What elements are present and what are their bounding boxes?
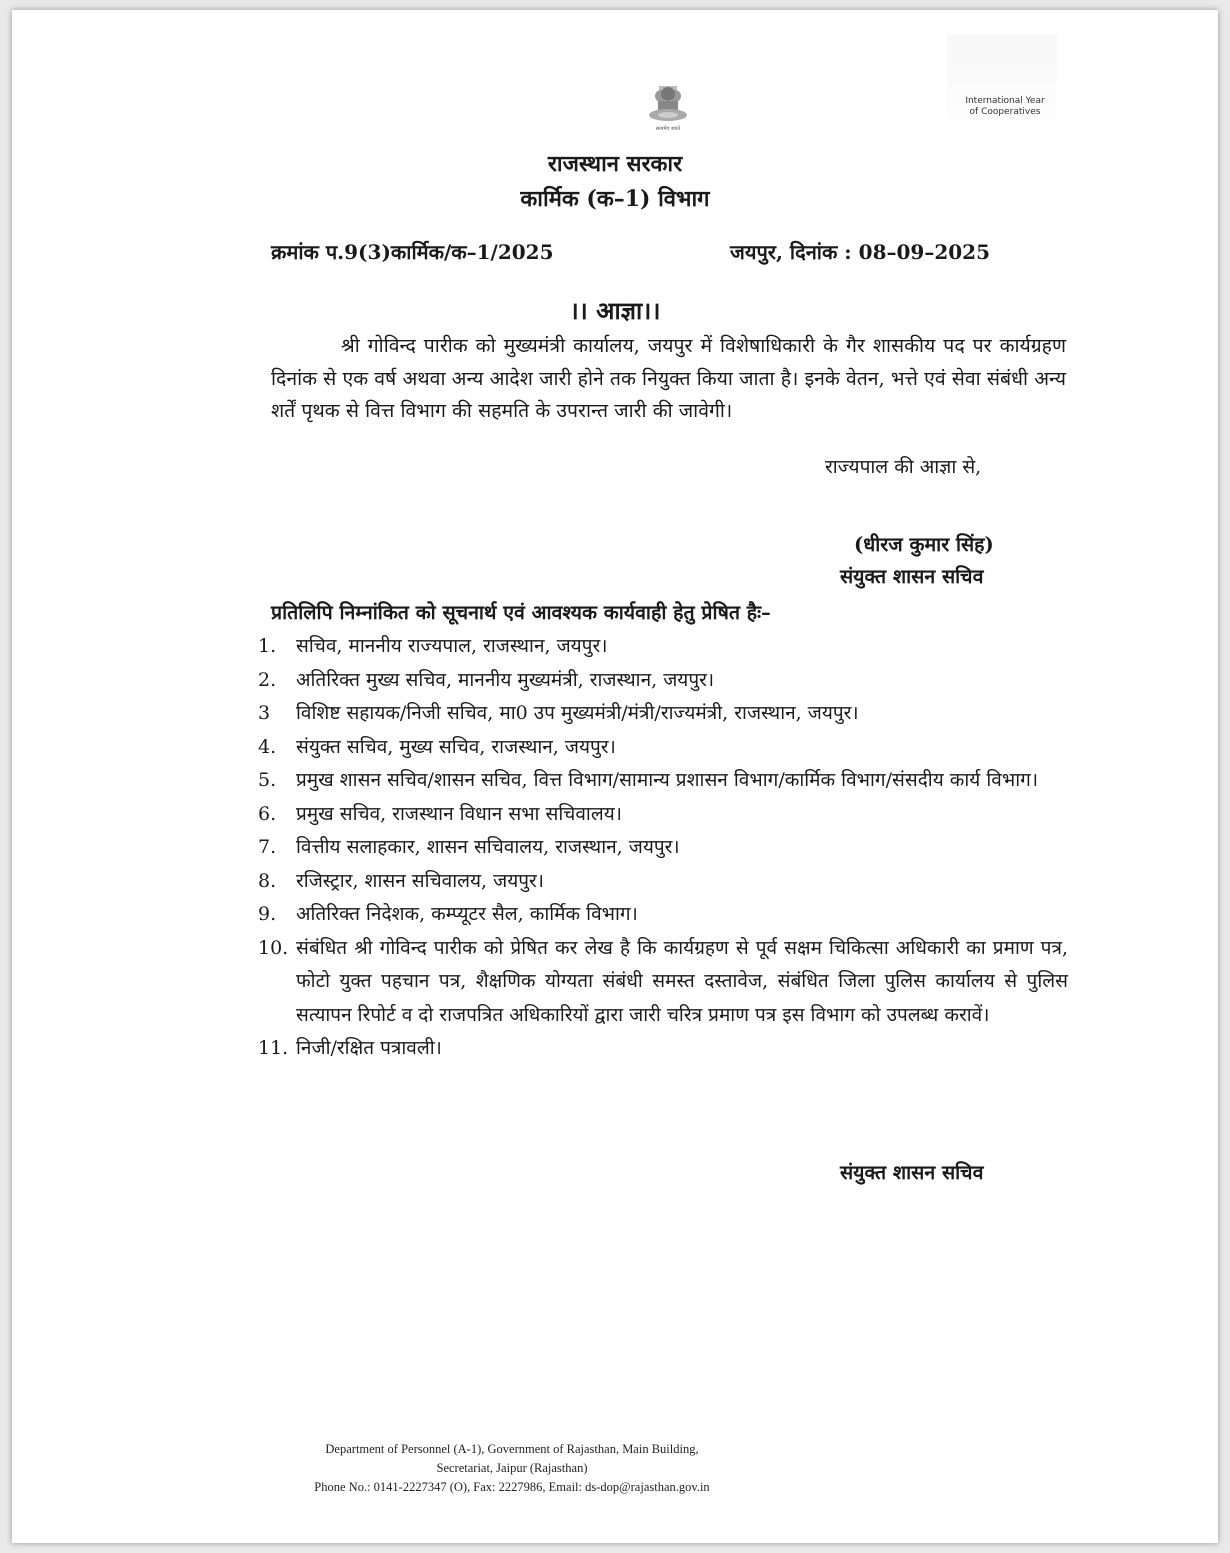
list-item-text: संयुक्त सचिव, मुख्य सचिव, राजस्थान, जयपुर।: [296, 735, 616, 758]
footer-line-1: Department of Personnel (A-1), Government of Rajasthan, Main Building,: [325, 1442, 699, 1456]
list-item: [258, 630, 1068, 664]
document-page: [12, 10, 1218, 1543]
list-item-number: 1.: [258, 635, 277, 657]
list-item-text: प्रमुख सचिव, राजस्थान विधान सभा सचिवालय।: [296, 802, 622, 825]
list-item: [258, 831, 1068, 865]
emblem-caption: सत्यमेव जयते: [655, 126, 681, 132]
list-item: [258, 932, 1068, 1033]
list-item-text: विशिष्ट सहायक/निजी सचिव, मा0 उप मुख्यमंत्री/मंत्री/राज्यमंत्री, राजस्थान, जयपुर।: [296, 702, 859, 724]
list-item: [258, 731, 1068, 765]
iyc-line-1: International Year: [965, 96, 1045, 106]
list-item-number: 9.: [258, 903, 277, 925]
signatory-name: (धीरज कुमार सिंह): [854, 533, 994, 556]
footer-line-2: Secretariat, Jaipur (Rajasthan): [436, 1461, 588, 1475]
copy-to-heading: प्रतिलिपि निम्नांकित को सूचनार्थ एवं आवश्यक कार्यवाही हेतु प्रेषित हैः–: [271, 601, 771, 624]
list-item-number: 8.: [258, 869, 277, 892]
list-item: [258, 1032, 1068, 1066]
order-body: श्री गोविन्द पारीक को मुख्यमंत्री कार्यालय, जयपुर में विशेषाधिकारी के गैर शासकीय पद पर कार्यग्रहण दिनांक से एक वर्ष अथवा अन्य आदेश जारी होने तक नियुक्त किया जाता है। इनके वेतन, भत्ते एवं सेवा संबंधी अन्य शर्तें पृथक से वित्त विभाग की सहमति के उपरान्त जारी की जावेगी।: [271, 334, 1066, 422]
list-item-number: 3: [258, 702, 271, 724]
list-item-number: 6.: [258, 802, 277, 825]
footer-address: [252, 1440, 772, 1497]
order-heading: ।। आज्ञा।।: [569, 296, 661, 325]
department-title: कार्मिक (क–1) विभाग: [520, 186, 710, 212]
list-item-text: वित्तीय सलाहकार, शासन सचिवालय, राजस्थान, जयपुर।: [296, 836, 680, 858]
list-item-text: अतिरिक्त मुख्य सचिव, माननीय मुख्यमंत्री, राजस्थान, जयपुर।: [296, 668, 715, 691]
list-item-number: 2.: [258, 668, 277, 691]
list-item-number: 7.: [258, 836, 277, 858]
list-item-number: 5.: [258, 769, 277, 791]
list-item: [258, 764, 1068, 798]
list-item: [258, 798, 1068, 832]
list-item-text: अतिरिक्त निदेशक, कम्प्यूटर सैल, कार्मिक विभाग।: [296, 903, 638, 925]
order-number: क्रमांक प.9(3)कार्मिक/क–1/2025: [271, 240, 554, 264]
list-item: [258, 865, 1068, 899]
list-item-text: रजिस्ट्रार, शासन सचिवालय, जयपुर।: [296, 869, 544, 892]
list-item-text: संबंधित श्री गोविन्द पारीक को प्रेषित कर लेख है कि कार्यग्रहण से पूर्व सक्षम चिकित्सा अधिकारी का प्रमाण पत्र, फोटो युक्त पहचान पत्र, शैक्षणिक योग्यता संबंधी समस्त दस्तावेज, संबंधित जिला पुलिस कार्यालय से पुलिस सत्यापन रिपोर्ट व दो राजपत्रित अधिकारियों द्वारा जारी चरित्र प्रमाण पत्र इस विभाग को उपलब्ध करावें।: [296, 936, 1068, 1026]
list-item: [258, 697, 1068, 731]
order-date: जयपुर, दिनांक : 08–09–2025: [730, 240, 990, 264]
list-item-text: प्रमुख शासन सचिव/शासन सचिव, वित्त विभाग/सामान्य प्रशासन विभाग/कार्मिक विभाग/संसदीय कार्य विभाग।: [296, 769, 1039, 791]
final-designation: संयुक्त शासन सचिव: [840, 1161, 984, 1184]
iyc-line-2: of Cooperatives: [969, 107, 1041, 117]
government-title: राजस्थान सरकार: [547, 151, 683, 177]
by-order-of-governor: राज्यपाल की आज्ञा से,: [825, 456, 982, 478]
list-item-number: 10.: [258, 936, 289, 959]
copy-to-list: [258, 630, 1068, 1066]
list-item-number: 11.: [258, 1037, 289, 1059]
list-item-text: निजी/रक्षित पत्रावली।: [296, 1037, 442, 1059]
list-item-text: सचिव, माननीय राज्यपाल, राजस्थान, जयपुर।: [296, 635, 608, 657]
list-item-number: 4.: [258, 735, 277, 758]
list-item: [258, 664, 1068, 698]
signatory-designation: संयुक्त शासन सचिव: [840, 565, 984, 588]
list-item: [258, 898, 1068, 932]
iyc-logo-area: [947, 35, 1057, 140]
footer-line-3: Phone No.: 0141-2227347 (O), Fax: 2227986, Email: ds-dop@rajasthan.gov.in: [314, 1480, 710, 1494]
iyc-logo-text: [952, 96, 1058, 118]
